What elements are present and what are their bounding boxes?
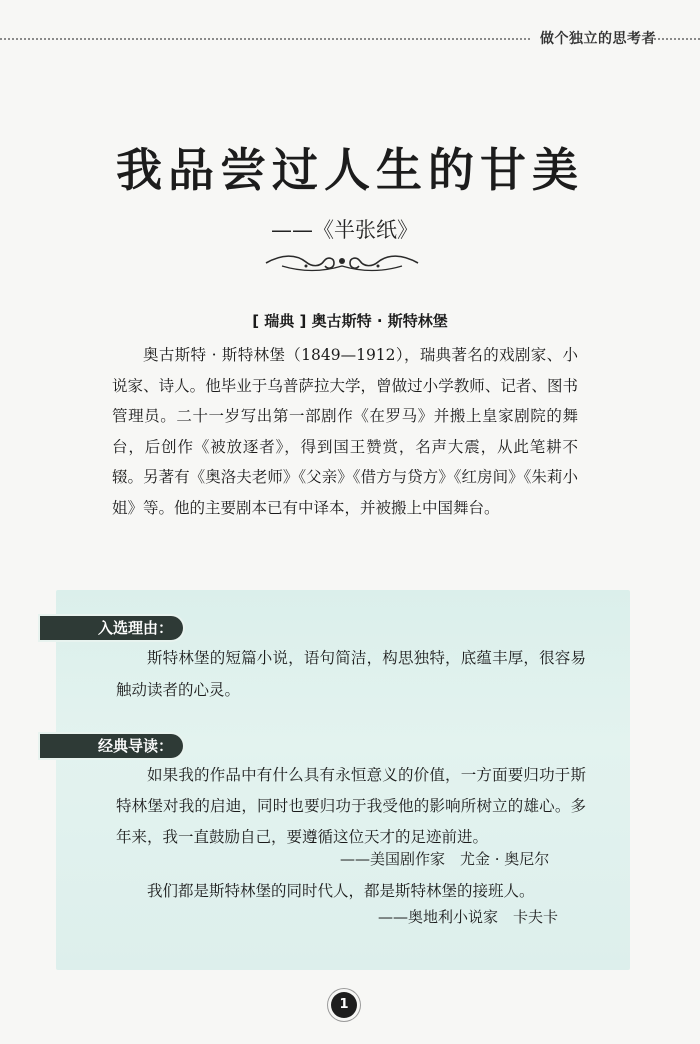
reason-tag: 入选理由： bbox=[40, 616, 183, 640]
page-number: 1 bbox=[331, 992, 357, 1018]
guide-quote-oneill: 如果我的作品中有什么具有永恒意义的价值，一方面要归功于斯特林堡对我的启迪，同时也要归功于我受他的影响所树立的雄心。多年来，我一直鼓励自己，要遵循这位天才的足迹前进。 bbox=[116, 766, 586, 846]
series-title: 做个独立的思考者 bbox=[540, 31, 656, 47]
running-header bbox=[0, 28, 700, 48]
guide-tag: 经典导读： bbox=[40, 734, 183, 758]
guide-quote-kafka: 我们都是斯特林堡的同时代人，都是斯特林堡的接班人。 bbox=[147, 882, 535, 900]
chapter-subtitle: ——《半张纸》 bbox=[271, 218, 418, 242]
attribution-oneill: ——美国剧作家 尤金 · 奥尼尔 bbox=[340, 850, 550, 868]
attribution-kafka: ——奥地利小说家 卡夫卡 bbox=[378, 908, 559, 926]
reason-text: 斯特林堡的短篇小说，语句简洁，构思独特，底蕴丰厚，很容易触动读者的心灵。 bbox=[116, 649, 586, 699]
flourish-ornament-icon bbox=[262, 252, 422, 274]
author-line: [ 瑞典 ] 奥古斯特 · 斯特林堡 bbox=[252, 312, 448, 330]
chapter-title: 我品尝过人生的甘美 bbox=[116, 143, 584, 197]
header-dotted-rule bbox=[0, 38, 530, 40]
author-bio: 奥古斯特 · 斯特林堡（1849—1912），瑞典著名的戏剧家、小说家、诗人。他毕业于乌普萨拉大学，曾做过小学教师、记者、图书管理员。二十一岁写出第一部剧作《在罗马》并搬上皇家剧院的舞台，后创作《被放逐者》，得到国王赞赏，名声大震，从此笔耕不辍。另著有《奥洛夫老师》《父亲》《借方与贷方》《红房间》《朱莉小姐》等。他的主要剧本已有中译本，并被搬上中国舞台。 bbox=[112, 346, 578, 517]
header-dotted-rule-right bbox=[650, 38, 700, 40]
